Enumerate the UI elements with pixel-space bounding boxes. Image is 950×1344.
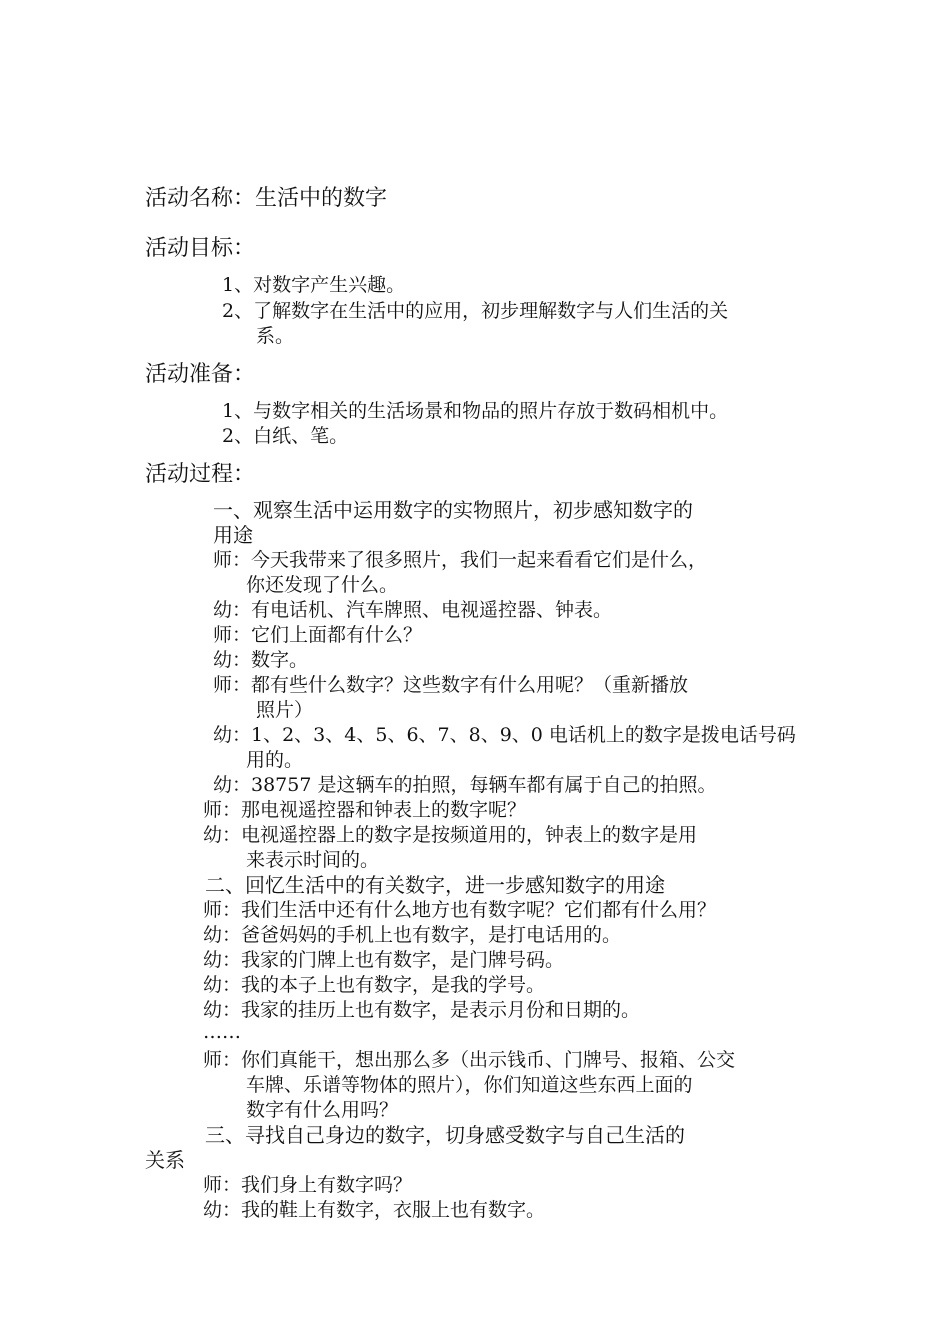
dialogue-line: 幼：电视遥控器上的数字是按频道用的，钟表上的数字是用 xyxy=(203,824,698,846)
goal-item: 2、了解数字在生活中的应用，初步理解数字与人们生活的关 xyxy=(222,300,729,322)
dialogue-line: 幼：我家的门牌上也有数字，是门牌号码。 xyxy=(203,949,565,971)
dialogue-line: 幼：我的鞋上有数字，衣服上也有数字。 xyxy=(203,1199,546,1221)
section-heading: 一、观察生活中运用数字的实物照片，初步感知数字的 xyxy=(213,498,693,522)
prep-item: 1、与数字相关的生活场景和物品的照片存放于数码相机中。 xyxy=(222,400,729,422)
dialogue-line: 幼：38757 是这辆车的拍照，每辆车都有属于自己的拍照。 xyxy=(213,774,717,796)
process-heading: 活动过程： xyxy=(145,462,256,487)
section-heading: 三、寻找自己身边的数字，切身感受数字与自己生活的 xyxy=(205,1123,685,1147)
goals-heading: 活动目标： xyxy=(145,236,256,261)
dialogue-line: 师：今天我带来了很多照片，我们一起来看看它们是什么， xyxy=(213,549,708,571)
prep-item: 2、白纸、笔。 xyxy=(222,425,349,447)
section-heading: 二、回忆生活中的有关数字，进一步感知数字的用途 xyxy=(205,873,665,897)
dialogue-line: 师：那电视遥控器和钟表上的数字呢？ xyxy=(203,799,527,821)
dialogue-line: 幼：爸爸妈妈的手机上也有数字，是打电话用的。 xyxy=(203,924,622,946)
dialogue-line-continued: 来表示时间的。 xyxy=(246,849,380,871)
ellipsis: …… xyxy=(203,1021,241,1043)
dialogue-line: 师：我们身上有数字吗？ xyxy=(203,1174,413,1196)
dialogue-line: 幼：数字。 xyxy=(213,649,309,671)
dialogue-line: 幼：我的本子上也有数字，是我的学号。 xyxy=(203,974,546,996)
goal-item: 1、对数字产生兴趣。 xyxy=(222,274,406,296)
dialogue-line: 师：你们真能干，想出那么多（出示钱币、门牌号、报箱、公交 xyxy=(203,1049,736,1071)
dialogue-line-continued: 用的。 xyxy=(246,749,304,771)
title-value: 生活中的数字 xyxy=(255,186,388,211)
goal-item-continued: 系。 xyxy=(256,325,295,347)
dialogue-line: 幼：有电话机、汽车牌照、电视遥控器、钟表。 xyxy=(213,599,613,621)
dialogue-line-continued: 数字有什么用吗？ xyxy=(246,1099,399,1121)
section-heading-continued: 用途 xyxy=(213,523,253,547)
dialogue-line: 师：它们上面都有什么？ xyxy=(213,624,423,646)
title-label: 活动名称： xyxy=(145,186,256,211)
section-heading-continued: 关系 xyxy=(145,1148,185,1172)
activity-title xyxy=(145,184,387,214)
dialogue-line: 幼：我家的挂历上也有数字，是表示月份和日期的。 xyxy=(203,999,641,1021)
dialogue-line: 师：都有些什么数字？这些数字有什么用呢？（重新播放 xyxy=(213,674,689,696)
prep-heading: 活动准备： xyxy=(145,362,256,387)
dialogue-line: 师：我们生活中还有什么地方也有数字呢？它们都有什么用？ xyxy=(203,899,717,921)
dialogue-line-continued: 你还发现了什么。 xyxy=(246,574,399,596)
dialogue-line: 幼：1、2、3、4、5、6、7、8、9、0 电话机上的数字是拨电话号码 xyxy=(213,724,796,746)
dialogue-line-continued: 照片） xyxy=(256,699,314,721)
dialogue-line-continued: 车牌、乐谱等物体的照片），你们知道这些东西上面的 xyxy=(246,1074,693,1096)
